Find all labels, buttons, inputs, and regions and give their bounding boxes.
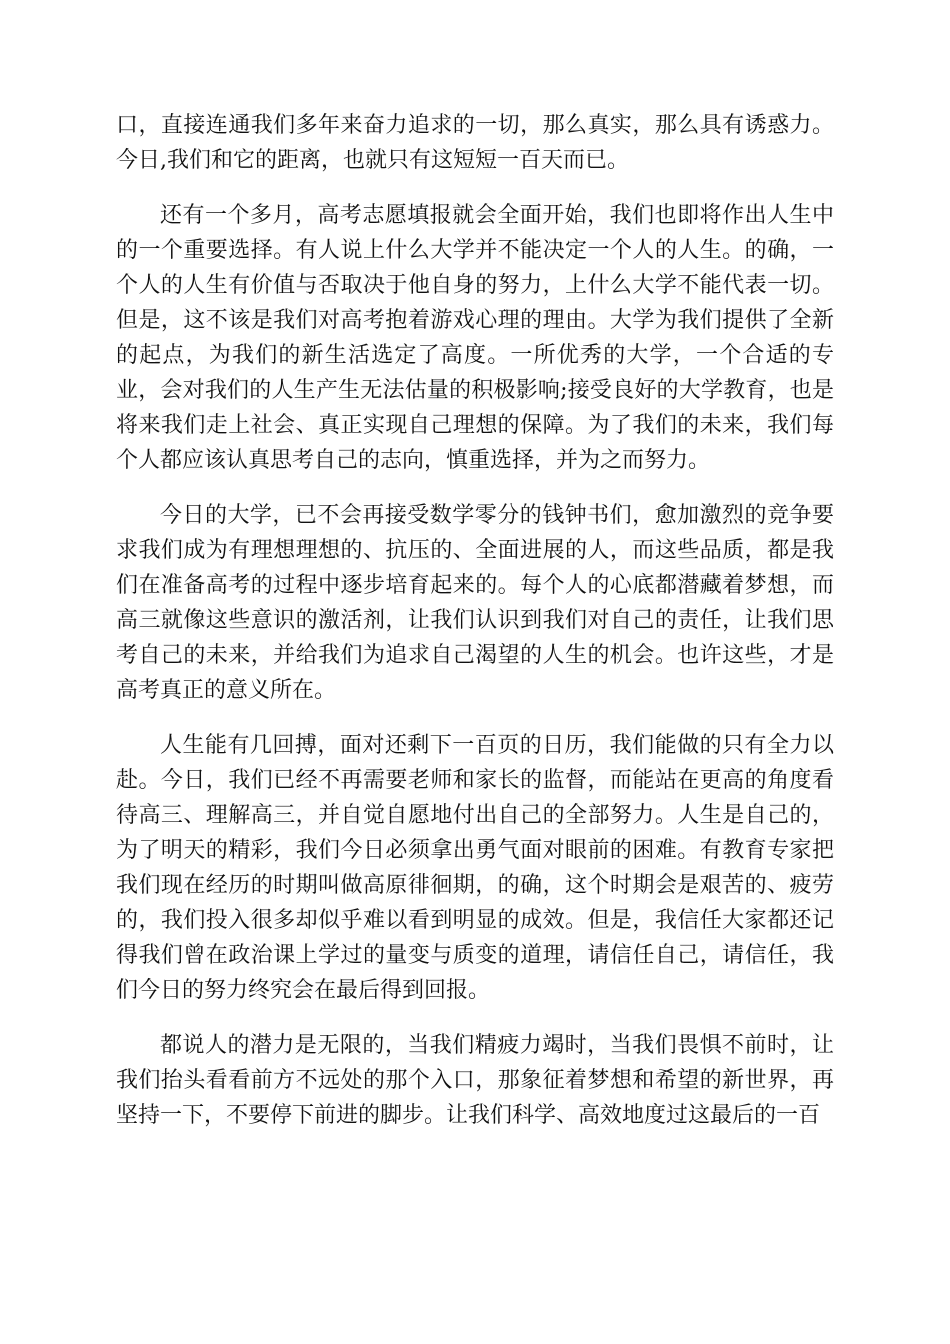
paragraph-5: 都说人的潜力是无限的，当我们精疲力竭时，当我们畏惧不前时，让我们抬头看看前方不远处的那个入口，那象征着梦想和希望的新世界，再坚持一下，不要停下前进的脚步。让我们科学、高效地度过这最后的一百 (116, 1033, 834, 1128)
paragraph-2: 还有一个多月，高考志愿填报就会全面开始，我们也即将作出人生中的一个重要选择。有人说上什么大学并不能决定一个人的人生。的确，一个人的人生有价值与否取决于他自身的努力，上什么大学不能代表一切。但是，这不该是我们对高考抱着游戏心理的理由。大学为我们提供了全新的起点，为我们的新生活选定了高度。一所优秀的大学，一个合适的专业，会对我们的人生产生无法估量的积极影响;接受良好的大学教育，也是将来我们走上社会、真正实现自己理想的保障。为了我们的未来，我们每个人都应该认真思考自己的志向，慎重选择，并为之而努力。 (116, 203, 834, 473)
paragraph-4: 人生能有几回搏，面对还剩下一百页的日历，我们能做的只有全力以赴。今日，我们已经不再需要老师和家长的监督，而能站在更高的角度看待高三、理解高三，并自觉自愿地付出自己的全部努力。人生是自己的，为了明天的精彩，我们今日必须拿出勇气面对眼前的困难。有教育专家把我们现在经历的时期叫做高原徘徊期，的确，这个时期会是艰苦的、疲劳的，我们投入很多却似乎难以看到明显的成效。但是，我信任大家都还记得我们曾在政治课上学过的量变与质变的道理，请信任自己，请信任，我们今日的努力终究会在最后得到回报。 (116, 733, 834, 1003)
paragraph-1: 口，直接连通我们多年来奋力追求的一切，那么真实，那么具有诱惑力。今日,我们和它的距离，也就只有这短短一百天而已。 (116, 113, 834, 173)
paragraph-3: 今日的大学，已不会再接受数学零分的钱钟书们，愈加激烈的竞争要求我们成为有理想理想的、抗压的、全面进展的人，而这些品质，都是我们在准备高考的过程中逐步培育起来的。每个人的心底都潜藏着梦想，而高三就像这些意识的激活剂，让我们认识到我们对自己的责任，让我们思考自己的未来，并给我们为追求自己渴望的人生的机会。也许这些，才是高考真正的意义所在。 (116, 503, 834, 703)
document-page (116, 108, 834, 1153)
